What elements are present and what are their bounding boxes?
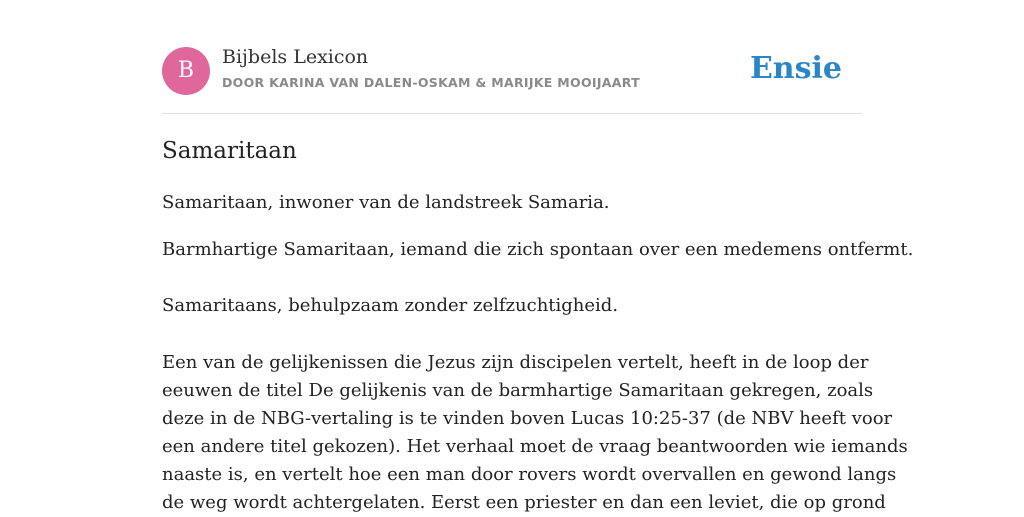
publication-authors: DOOR KARINA VAN DALEN-OSKAM & MARIJKE MOOIJAART <box>222 75 640 90</box>
entry-title: Samaritaan <box>162 138 297 164</box>
avatar[interactable]: B <box>162 47 210 95</box>
body-line: Een van de gelijkenissen die Jezus zijn discipelen vertelt, heeft in de loop der <box>162 352 869 373</box>
definition-2: Barmhartige Samaritaan, iemand die zich spontaan over een medemens ontfermt. <box>162 239 914 260</box>
body-line: eeuwen de titel De gelijkenis van de barmhartige Samaritaan gekregen, zoals <box>162 380 874 401</box>
publication-title[interactable]: Bijbels Lexicon <box>222 46 369 68</box>
header <box>162 0 862 114</box>
definition-1: Samaritaan, inwoner van de landstreek Samaria. <box>162 192 610 213</box>
entry-body <box>162 349 908 517</box>
body-line: een andere titel gekozen). Het verhaal moet de vraag beantwoorden wie iemands <box>162 436 908 457</box>
body-line: de weg wordt achtergelaten. Eerst een priester en dan een leviet, die op grond <box>162 492 886 513</box>
ensie-logo[interactable]: Ensie <box>749 51 842 86</box>
page <box>162 0 914 513</box>
body-line: deze in de NBG-vertaling is te vinden boven Lucas 10:25-37 (de NBV heeft voor <box>162 408 893 429</box>
body-line: naaste is, en vertelt hoe een man door rovers wordt overvallen en gewond langs <box>162 464 897 485</box>
definition-3: Samaritaans, behulpzaam zonder zelfzuchtigheid. <box>162 295 619 316</box>
